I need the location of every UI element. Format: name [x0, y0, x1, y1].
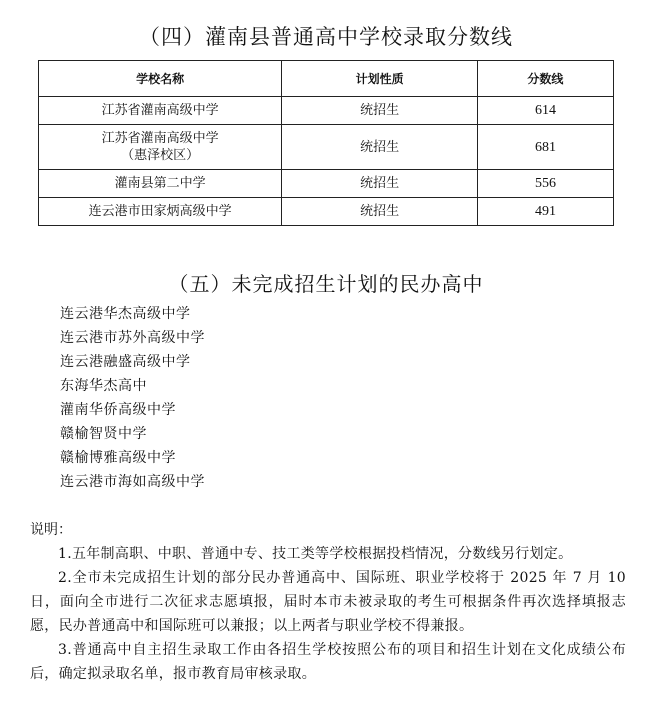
section-5-title: （五）未完成招生计划的民办高中 [168, 272, 484, 296]
school-name: 江苏省灌南高级中学 [101, 103, 219, 118]
school-name: 灌南县第二中学 [114, 176, 206, 191]
table-header-row [39, 61, 614, 97]
school-name-cell [39, 97, 282, 125]
private-school-list [60, 302, 205, 494]
list-item: 东海华杰高中 [60, 378, 147, 394]
header-plan-type: 计划性质 [282, 61, 478, 97]
list-item: 灌南华侨高级中学 [60, 402, 176, 418]
score-cell: 614 [477, 97, 613, 125]
score-cell: 681 [477, 125, 613, 170]
section-4-title: （四）灌南县普通高中学校录取分数线 [139, 25, 513, 49]
school-name: 江苏省灌南高级中学 [101, 131, 219, 146]
note-item: 2.全市未完成招生计划的部分民办普通高中、国际班、职业学校将于 2025 年 7 月 10 日，面向全市进行二次征求志愿填报，届时本市未被录取的考生可根据条件再次选择填报志愿，民办普通高中和国际班可以兼报；以上两者与职业学校不得兼报。 [30, 570, 626, 634]
plan-type-cell: 统招生 [282, 198, 478, 226]
table-row [39, 125, 614, 170]
school-name: 连云港市田家炳高级中学 [88, 204, 232, 219]
note-item: 3.普通高中自主招生录取工作由各招生学校按照公布的项目和招生计划在文化成绩公布后，确定拟录取名单，报市教育局审核录取。 [30, 642, 626, 682]
list-item: 连云港华杰高级中学 [60, 306, 191, 322]
score-cell: 556 [477, 170, 613, 198]
list-item: 赣榆博雅高级中学 [60, 450, 176, 466]
list-item: 连云港市苏外高级中学 [60, 330, 205, 346]
table-row [39, 97, 614, 125]
plan-type-cell: 统招生 [282, 97, 478, 125]
list-item: 连云港融盛高级中学 [60, 354, 191, 370]
notes-section [30, 518, 626, 686]
school-name-cell [39, 125, 282, 170]
notes-heading: 说明： [30, 522, 72, 538]
list-item: 赣榆智贤中学 [60, 426, 147, 442]
plan-type-cell: 统招生 [282, 125, 478, 170]
school-campus: （惠泽校区） [121, 148, 200, 163]
plan-type-cell: 统招生 [282, 170, 478, 198]
header-school-name: 学校名称 [39, 61, 282, 97]
admission-score-table [38, 60, 614, 226]
school-name-cell [39, 198, 282, 226]
school-name-cell [39, 170, 282, 198]
list-item: 连云港市海如高级中学 [60, 474, 205, 490]
table-row [39, 170, 614, 198]
note-item: 1.五年制高职、中职、普通中专、技工类等学校根据投档情况，分数线另行划定。 [58, 546, 573, 562]
header-score-line: 分数线 [477, 61, 613, 97]
score-cell: 491 [477, 198, 613, 226]
table-row [39, 198, 614, 226]
